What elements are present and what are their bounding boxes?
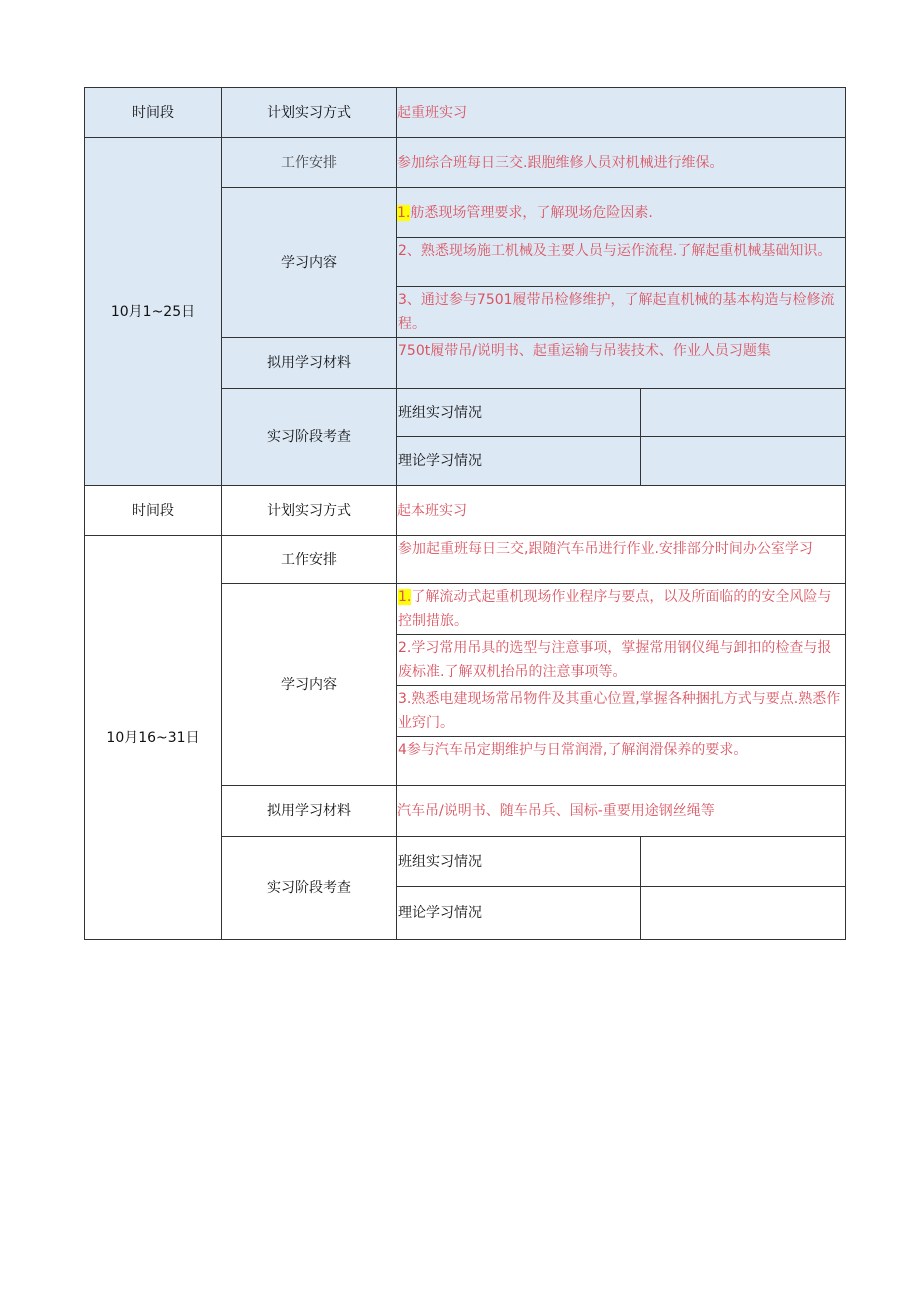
- content-item-2: 2、熟悉现场施工机械及主要人员与运作流程.了解起重机械基础知识。: [397, 238, 846, 287]
- work-value: 参加综合班每日三交.跟胞维修人员对机械进行维保。: [397, 138, 846, 188]
- assess-value-1: [641, 389, 846, 437]
- assess-label: 实习阶段考查: [222, 389, 397, 486]
- assess-item-1: 班组实习情况: [397, 837, 641, 887]
- highlight-mark: 1.: [398, 589, 412, 605]
- content-item-1: 1.舫悉现场管理要求，了解现场危险因素.: [397, 188, 846, 238]
- content-item-1: 1.了解流动式起重机现场作业程序与要点，以及所面临的的安全风险与控制措旅。: [397, 584, 846, 635]
- assess-item-2: 理论学习情况: [397, 887, 641, 940]
- highlight-mark: 1.: [397, 204, 411, 221]
- method-header: 计划实习方式: [222, 88, 397, 138]
- material-value: 750t履带吊/说明书、起重运输与吊装技术、作业人员习题集: [397, 338, 846, 389]
- internship-plan-table: [84, 87, 846, 940]
- content-label: 学习内容: [222, 188, 397, 338]
- content-item-3: 3、通过参与7501履带吊检修维护，了解起直机械的基本构造与检修流程。: [397, 287, 846, 338]
- section-2: [85, 486, 846, 940]
- material-value: 汽车吊/说明书、随车吊兵、国标-重要用途钢丝绳等: [397, 786, 846, 837]
- assess-item-1: 班组实习情况: [397, 389, 641, 437]
- method-value: 起本班实习: [397, 486, 846, 536]
- section-2-header-row: [85, 486, 846, 536]
- assess-value-1: [641, 837, 846, 887]
- period-value: 10月1~25日: [85, 138, 222, 486]
- content-item-3: 3.熟悉电建现场常吊物件及其重心位置,掌握各种捆扎方式与要点.熟悉作业窍门。: [397, 686, 846, 737]
- period-value: 10月16~31日: [85, 536, 222, 940]
- content-item-2: 2.学习常用吊具的选型与注意事项，掌握常用钢仪绳与卸扣的检查与报废标准.了解双机抬吊的注意事项等。: [397, 635, 846, 686]
- assess-value-2: [641, 437, 846, 486]
- content-item-4: 4参与汽车吊定期维护与日常润滑,了解润滑保养的要求。: [397, 737, 846, 786]
- work-label: 工作安排: [222, 536, 397, 584]
- assess-value-2: [641, 887, 846, 940]
- period-header: 时间段: [85, 486, 222, 536]
- work-label: 工作安排: [222, 138, 397, 188]
- work-value: 参加起重班每日三交,跟随汽车吊进行作业.安排部分时间办公室学习: [397, 536, 846, 584]
- section-1: [85, 88, 846, 486]
- assess-item-2: 理论学习情况: [397, 437, 641, 486]
- assess-label: 实习阶段考查: [222, 837, 397, 940]
- section-1-header-row: [85, 88, 846, 138]
- period-header: 时间段: [85, 88, 222, 138]
- material-label: 拟用学习材料: [222, 786, 397, 837]
- method-header: 计划实习方式: [222, 486, 397, 536]
- work-row: [85, 138, 846, 188]
- material-label: 拟用学习材料: [222, 338, 397, 389]
- method-value: 起重班实习: [397, 88, 846, 138]
- content-label: 学习内容: [222, 584, 397, 786]
- work-row: [85, 536, 846, 584]
